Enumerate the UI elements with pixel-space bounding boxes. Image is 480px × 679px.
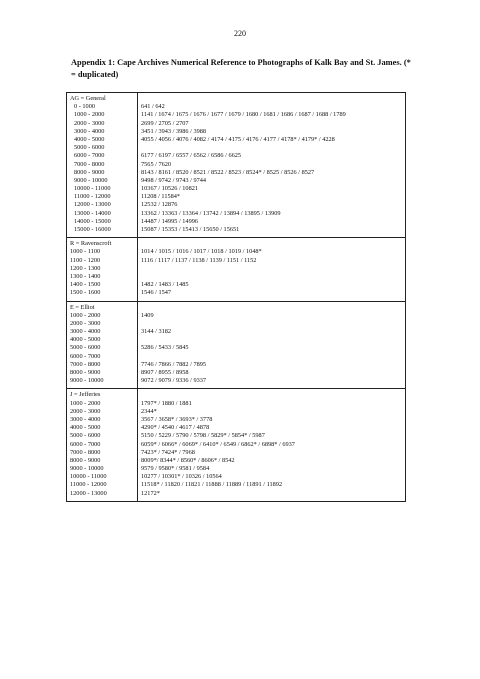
reference-numbers: 2699 / 2705 / 2707 (141, 119, 189, 127)
reference-numbers: 2344* (141, 407, 157, 415)
range-label: 3000 - 4000 (70, 328, 101, 336)
reference-column-cell (138, 301, 406, 389)
reference-numbers: 1482 / 1483 / 1485 (141, 281, 189, 289)
range-label: 12000 - 13000 (74, 201, 111, 209)
reference-column-cell (138, 238, 406, 301)
range-label: 15000 - 16000 (74, 226, 111, 233)
reference-numbers: 5150 / 5229 / 5790 / 5798 / 5829* / 5854* / 5987 (141, 432, 265, 440)
appendix-heading: Appendix 1: Cape Archives Numerical Reference to Photographs of Kalk Bay and St. James. (* = duplicated) (71, 58, 411, 79)
range-column-cell (67, 238, 138, 301)
reference-numbers: 9498 / 9742 / 9743 / 9744 (141, 176, 207, 184)
reference-numbers: 1141 / 1674 / 1675 / 1676 / 1677 / 1679 / 1680 / 1681 / 1686 / 1687 / 1688 / 1789 (141, 111, 346, 119)
reference-numbers: 1546 / 1547 (141, 289, 172, 297)
range-label: 6000 - 7000 (74, 152, 105, 160)
range-label: 1100 - 1200 (70, 256, 101, 264)
table-section (67, 389, 406, 501)
reference-column-cell (138, 389, 406, 501)
reference-numbers: 9579 / 9580* / 9581 / 9584 (141, 465, 210, 473)
reference-table-body (67, 93, 406, 502)
range-label: 8000 - 9000 (70, 456, 101, 464)
reference-numbers: 1116 / 1117 / 1137 / 1138 / 1139 / 1151 / 1152 (141, 256, 257, 264)
range-label: 4000 - 5000 (70, 424, 101, 432)
reference-numbers (141, 320, 402, 328)
range-label: 9000 - 10000 (70, 377, 104, 385)
reference-numbers (141, 144, 402, 152)
range-label: 1000 - 2000 (74, 111, 105, 119)
section-title: E = Elliot (70, 303, 95, 311)
reference-numbers: 3451 / 3943 / 3986 / 3988 (141, 127, 207, 135)
reference-numbers: 10367 / 10526 / 10821 (141, 185, 199, 193)
reference-numbers: 11208 / 11584* (141, 193, 181, 201)
range-label: 1200 - 1300 (70, 264, 101, 272)
range-label: 8000 - 9000 (70, 369, 101, 376)
section-title-spacer (141, 391, 402, 399)
table-section (67, 301, 406, 389)
reference-numbers: 8009*/ 8344* / 8560* / 8606* / 8542 (141, 456, 235, 464)
range-label: 2000 - 3000 (70, 319, 101, 327)
range-label: 5000 - 6000 (74, 144, 105, 152)
table-section (67, 93, 406, 238)
reference-numbers: 1409 (141, 311, 154, 319)
range-label: 6000 - 7000 (70, 352, 101, 360)
range-label: 2000 - 3000 (70, 407, 101, 415)
table-section (67, 238, 406, 301)
range-label: 1500 - 1600 (70, 289, 101, 297)
range-label: 13000 - 14000 (74, 209, 111, 217)
range-label: 11000 - 12000 (70, 481, 107, 489)
section-title: J = Jefferies (70, 391, 101, 399)
reference-numbers: 12172* (141, 489, 160, 497)
section-title: AG = General (70, 95, 106, 102)
range-column-cell (67, 301, 138, 389)
range-label: 7000 - 8000 (70, 360, 101, 368)
reference-numbers: 641 / 642 (141, 103, 165, 111)
reference-numbers: 3144 / 3182 (141, 328, 172, 336)
range-label: 7000 - 8000 (70, 448, 101, 456)
range-label: 3000 - 4000 (74, 127, 105, 135)
section-title-spacer (141, 240, 402, 248)
range-column-cell (67, 93, 138, 238)
reference-numbers (141, 353, 402, 361)
reference-numbers: 1797* / 1880 / 1881 (141, 399, 192, 407)
range-label: 10000 - 11000 (70, 473, 107, 481)
reference-numbers (141, 265, 402, 273)
range-label: 4000 - 5000 (74, 135, 105, 143)
reference-numbers: 4290* / 4540 / 4617 / 4878 (141, 424, 210, 432)
range-label: 2000 - 3000 (74, 119, 105, 127)
range-column-cell (67, 389, 138, 501)
range-label: 1000 - 2000 (70, 311, 101, 319)
range-label: 5000 - 6000 (70, 344, 101, 352)
range-label: 9000 - 10000 (70, 465, 104, 473)
reference-numbers: 3567 / 3658* / 3693* / 3778 (141, 415, 213, 423)
range-label: 11000 - 12000 (74, 193, 111, 201)
page-number: 220 (234, 29, 246, 38)
reference-numbers: 12532 / 12876 (141, 201, 178, 209)
range-label: 5000 - 6000 (70, 432, 101, 440)
range-label: 1300 - 1400 (70, 272, 101, 280)
reference-numbers: 4055 / 4056 / 4076 / 4082 / 4174 / 4175 / 4176 / 4177 / 4178* / 4179* / 4228 (141, 135, 335, 143)
range-label: 10000 - 11000 (74, 185, 111, 193)
section-title: R = Ravenscroft (70, 240, 112, 248)
reference-numbers: 15087 / 15353 / 15413 / 15650 / 15651 (141, 226, 240, 233)
range-label: 14000 - 15000 (74, 217, 111, 225)
reference-numbers: 6059* / 6066* / 6069* / 6410* / 6549 / 6862* / 6898* / 6937 (141, 440, 295, 448)
range-label: 1400 - 1500 (70, 281, 101, 289)
reference-numbers: 5286 / 5433 / 5845 (141, 344, 189, 352)
reference-numbers: 10277 / 10301* / 10326 / 10564 (141, 473, 222, 481)
reference-numbers: 8143 / 8161 / 8520 / 8521 / 8522 / 8523 / 8524* / 8525 / 8526 / 8527 (141, 168, 315, 176)
range-label: 0 - 1000 (74, 103, 95, 111)
reference-numbers (141, 273, 402, 281)
reference-numbers: 11518* / 11820 / 11821 / 11888 / 11889 / 11891 / 11892 (141, 481, 283, 489)
section-title-spacer (141, 304, 402, 312)
reference-numbers: 8907 / 8955 / 8958 (141, 369, 189, 376)
reference-numbers (141, 336, 402, 344)
range-label: 1000 - 1100 (70, 248, 101, 256)
reference-numbers: 14487 / 14995 / 14996 (141, 217, 199, 225)
range-label: 6000 - 7000 (70, 440, 101, 448)
reference-numbers: 7746 / 7866 / 7882 / 7895 (141, 360, 207, 368)
reference-table (66, 92, 406, 502)
section-title-spacer (141, 95, 402, 103)
range-label: 3000 - 4000 (70, 415, 101, 423)
reference-numbers: 6177 / 6197 / 6557 / 6562 / 6586 / 6625 (141, 152, 242, 160)
range-label: 8000 - 9000 (74, 168, 105, 176)
reference-column-cell (138, 93, 406, 238)
reference-numbers: 1014 / 1015 / 1016 / 1017 / 1018 / 1019 / 1048* (141, 248, 262, 256)
reference-numbers: 13362 / 13363 / 13364 / 13742 / 13894 / 13895 / 13909 (141, 209, 281, 217)
range-label: 12000 - 13000 (70, 489, 107, 497)
range-label: 7000 - 8000 (74, 160, 105, 168)
reference-numbers: 7423* / 7424* / 7968 (141, 448, 195, 456)
range-label: 4000 - 5000 (70, 336, 101, 344)
range-label: 9000 - 10000 (74, 176, 108, 184)
reference-numbers: 9072 / 9079 / 9336 / 9337 (141, 377, 207, 385)
reference-numbers: 7565 / 7620 (141, 160, 172, 168)
range-label: 1000 - 2000 (70, 399, 101, 407)
